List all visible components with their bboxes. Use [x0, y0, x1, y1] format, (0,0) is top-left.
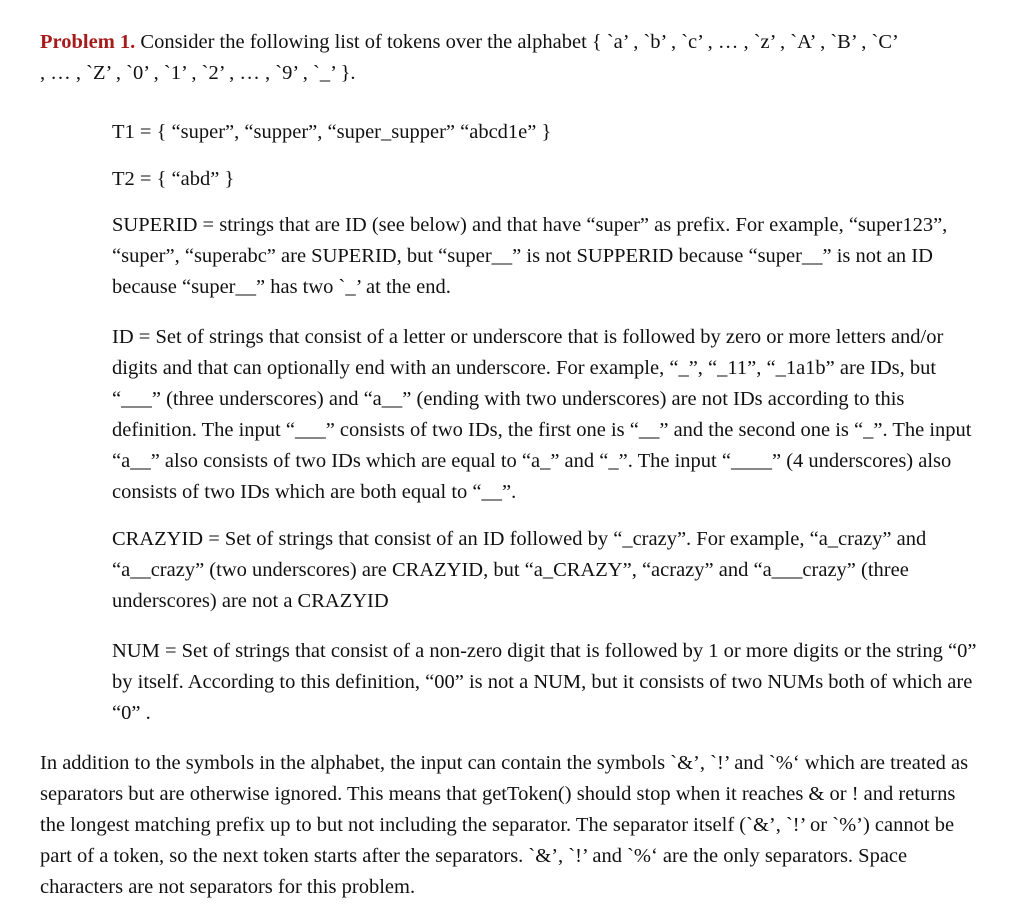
token-crazyid — [112, 524, 982, 617]
token-t2-text: T2 = { “abd” } — [112, 168, 235, 190]
problem-label: Problem 1. — [40, 31, 136, 53]
token-t1-text: T1 = { “super”, “supper”, “super_supper” “abcd1e” } — [112, 121, 552, 143]
clipped-previous-line — [0, 0, 1024, 2]
separators-text: In addition to the symbols in the alphabet, the input can contain the symbols `&’, `!’ and `%‘ which are treated as separators but are otherwise ignored. This means that getToken() should stop when it reaches & or ! and returns the longest matching prefix up to but not including the separator. The separator itself (`&’, `!’ or `%’) cannot be part of a token, so the next token starts after the separators. `&’, `!’ and `%‘ are the only separators. Space characters are not separators for this problem. — [40, 752, 969, 898]
separators-paragraph — [40, 748, 985, 903]
alphabet-continuation: , … , `Z’ , `0’ , `1’ , `2’ , … , `9’ , `_’ }. — [40, 62, 356, 84]
token-num — [112, 636, 982, 729]
token-id-text: ID = Set of strings that consist of a letter or underscore that is followed by zero or more letters and/or digits and that can optionally end with an underscore. For example, “_”, “_11”, “_1a1b” are IDs, but “___” (three underscores) and “a__” (ending with two underscores) are not IDs according to this definition. The input “___” consists of two IDs, the first one is “__” and the second one is “_”. The input “a__” also consists of two IDs which are equal to “a_” and “_”. The input “____” (4 underscores) also consists of two IDs which are both equal to “__”. — [112, 326, 972, 503]
problem-heading — [40, 27, 1000, 58]
token-t1 — [112, 117, 982, 148]
token-num-text: NUM = Set of strings that consist of a non-zero digit that is followed by 1 or more digits or the string “0” by itself. According to this definition, “00” is not a NUM, but it consists of two NUMs both of which are “0” . — [112, 640, 977, 724]
token-superid-text: SUPERID = strings that are ID (see below) and that have “super” as prefix. For example, “super123”, “super”, “superabc” are SUPERID, but “super__” is not SUPPERID because “super__” is not an ID because “super__” has two `_’ at the end. — [112, 214, 948, 298]
token-t2 — [112, 164, 982, 195]
token-crazyid-text: CRAZYID = Set of strings that consist of an ID followed by “_crazy”. For example, “a_crazy” and “a__crazy” (two underscores) are CRAZYID, but “a_CRAZY”, “acrazy” and “a___crazy” (three underscores) are not a CRAZYID — [112, 528, 927, 612]
problem-intro-line2 — [40, 58, 1000, 89]
problem-intro-line1: Consider the following list of tokens over the alphabet { `a’ , `b’ , `c’ , … , `z’ , `A’ , `B’ , `C’ — [135, 31, 899, 53]
token-id — [112, 322, 982, 508]
token-superid — [112, 210, 982, 303]
